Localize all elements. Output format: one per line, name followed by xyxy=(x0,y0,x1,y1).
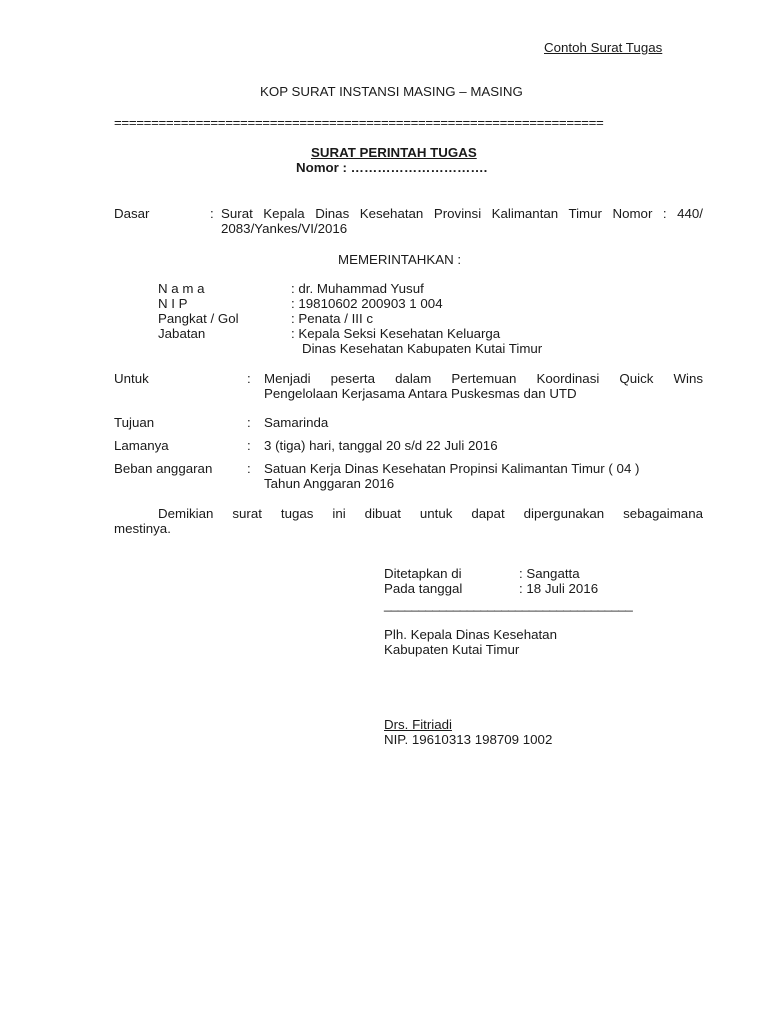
position-value-2: Dinas Kesehatan Kabupaten Kutai Timur xyxy=(302,341,543,356)
header-separator: ================================================================== xyxy=(114,115,604,130)
duration-label: Lamanya xyxy=(114,438,169,453)
destination-label: Tujuan xyxy=(114,415,155,430)
nip-value: : 19810602 200903 1 004 xyxy=(291,296,443,311)
example-label: Contoh Surat Tugas xyxy=(544,40,663,55)
rank-value: : Penata / III c xyxy=(291,311,374,326)
purpose-line-1: Menjadi peserta dalam Pertemuan Koordinasi Quick Wins xyxy=(264,371,703,386)
date-value: : 18 Juli 2016 xyxy=(519,581,599,596)
name-value: : dr. Muhammad Yusuf xyxy=(291,281,424,296)
budget-colon: : xyxy=(247,461,251,476)
signer-name: Drs. Fitriadi xyxy=(384,717,452,732)
dasar-label: Dasar xyxy=(114,206,150,221)
purpose-line-2: Pengelolaan Kerjasama Antara Puskesmas dan UTD xyxy=(264,386,577,401)
letterhead: KOP SURAT INSTANSI MASING – MASING xyxy=(260,84,523,99)
closing-line-2: mestinya. xyxy=(114,521,171,536)
nip-label: N I P xyxy=(158,296,188,311)
signature-divider: ____________________________________ xyxy=(384,597,633,612)
purpose-colon: : xyxy=(247,371,251,386)
position-label: Jabatan xyxy=(158,326,206,341)
dasar-colon: : xyxy=(210,206,214,221)
letter-number: Nomor : …………………………. xyxy=(296,160,488,175)
position-value-1: : Kepala Seksi Kesehatan Keluarga xyxy=(291,326,501,341)
signer-nip: NIP. 19610313 198709 1002 xyxy=(384,732,553,747)
budget-line-1: Satuan Kerja Dinas Kesehatan Propinsi Kalimantan Timur ( 04 ) xyxy=(264,461,640,476)
duration-colon: : xyxy=(247,438,251,453)
closing-line-1: Demikian surat tugas ini dibuat untuk dapat dipergunakan sebagaimana xyxy=(158,506,703,521)
signer-title-1: Plh. Kepala Dinas Kesehatan xyxy=(384,627,557,642)
place-label: Ditetapkan di xyxy=(384,566,462,581)
rank-label: Pangkat / Gol xyxy=(158,311,239,326)
name-label: N a m a xyxy=(158,281,205,296)
budget-line-2: Tahun Anggaran 2016 xyxy=(264,476,395,491)
duration-value: 3 (tiga) hari, tanggal 20 s/d 22 Juli 2016 xyxy=(264,438,498,453)
order-heading: MEMERINTAHKAN : xyxy=(338,252,462,267)
dasar-line-1: Surat Kepala Dinas Kesehatan Provinsi Kalimantan Timur Nomor : 440/ xyxy=(221,206,703,221)
signer-title-2: Kabupaten Kutai Timur xyxy=(384,642,520,657)
dasar-line-2: 2083/Yankes/VI/2016 xyxy=(221,221,348,236)
budget-label: Beban anggaran xyxy=(114,461,213,476)
place-value: : Sangatta xyxy=(519,566,580,581)
page-title: SURAT PERINTAH TUGAS xyxy=(311,145,477,160)
date-label: Pada tanggal xyxy=(384,581,463,596)
destination-value: Samarinda xyxy=(264,415,329,430)
purpose-label: Untuk xyxy=(114,371,149,386)
destination-colon: : xyxy=(247,415,251,430)
